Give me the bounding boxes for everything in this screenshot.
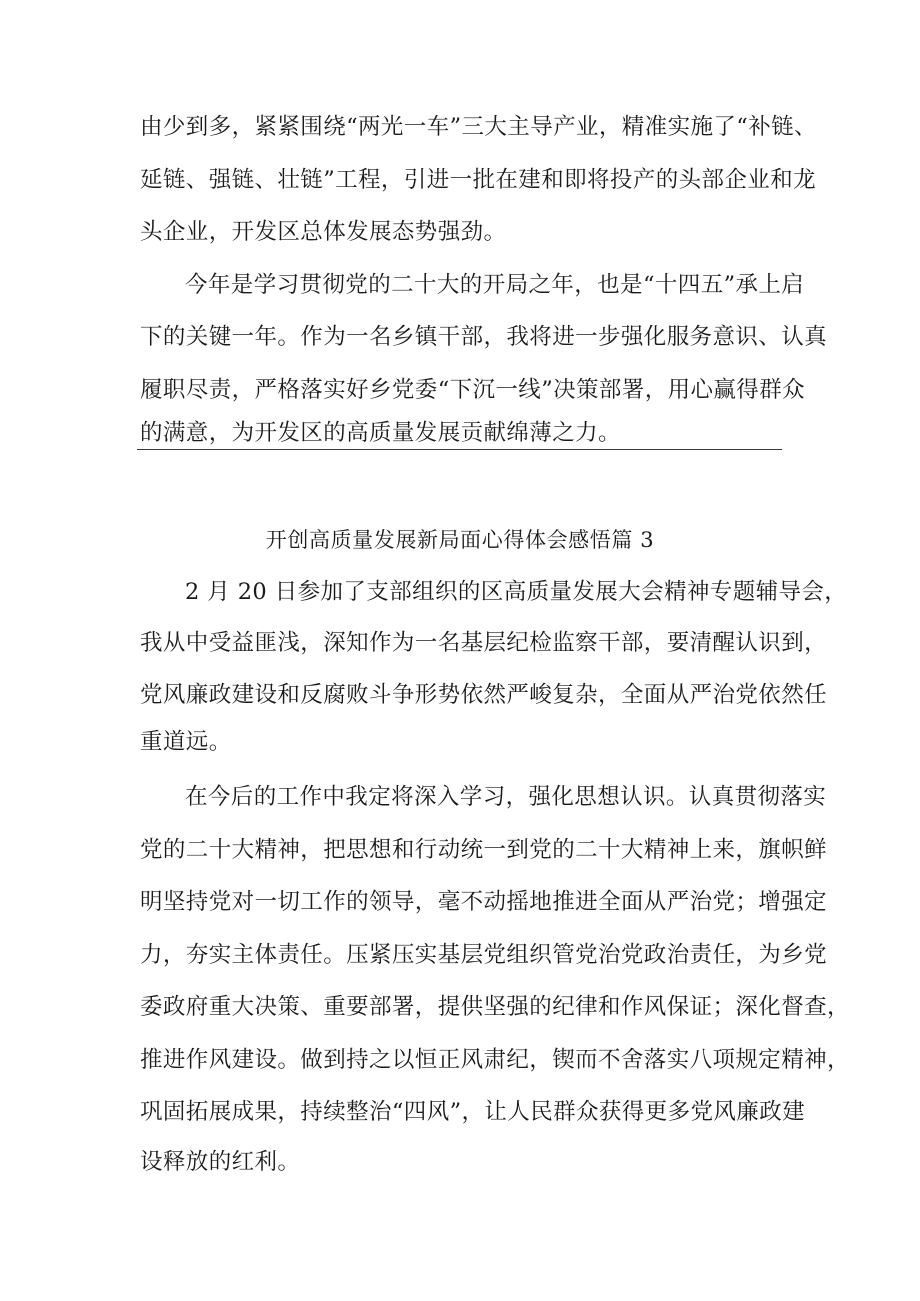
paragraph-line: 下的关键一年。作为一名乡镇干部，我将进一步强化服务意识、认真: [140, 324, 828, 350]
section-divider: [137, 449, 782, 450]
paragraph-line: 履职尽责，严格落实好乡党委“下沉一线”决策部署，用心赢得群众: [140, 377, 806, 403]
paragraph-line: 延链、强链、壮链”工程，引进一批在建和即将投产的头部企业和龙: [140, 167, 817, 193]
paragraph-line: 我从中受益匪浅，深知作为一名基层纪检监察干部，要清醒认识到，: [140, 630, 828, 656]
paragraph-line: 今年是学习贯彻党的二十大的开局之年，也是“十四五”承上启: [185, 272, 805, 298]
paragraph-line: 2 月 20 日参加了支部组织的区高质量发展大会精神专题辅导会，: [185, 579, 848, 605]
paragraph-line: 重道远。: [140, 729, 232, 755]
paragraph-line: 明坚持党对一切工作的领导，毫不动摇地推进全面从严治党；增强定: [140, 889, 828, 915]
paragraph-line: 党的二十大精神，把思想和行动统一到党的二十大精神上来，旗帜鲜: [140, 837, 828, 863]
paragraph-line: 由少到多，紧紧围绕“两光一车”三大主导产业，精准实施了“补链、: [140, 114, 817, 140]
paragraph-line: 推进作风建设。做到持之以恒正风肃纪，锲而不舍落实八项规定精神，: [140, 1047, 850, 1073]
paragraph-line: 党风廉政建设和反腐败斗争形势依然严峻复杂，全面从严治党依然任: [140, 682, 828, 708]
paragraph-line: 力，夯实主体责任。压紧压实基层党组织管党治党政治责任，为乡党: [140, 942, 828, 968]
paragraph-line: 头企业，开发区总体发展态势强劲。: [140, 219, 507, 245]
paragraph-line: 设释放的红利。: [140, 1149, 301, 1175]
paragraph-line: 委政府重大决策、重要部署，提供坚强的纪律和作风保证；深化督查，: [140, 994, 850, 1020]
paragraph-line: 在今后的工作中我定将深入学习，强化思想认识。认真贯彻落实: [185, 784, 827, 810]
paragraph-line: 的满意，为开发区的高质量发展贡献绵薄之力。: [140, 420, 621, 446]
section-heading: 开创高质量发展新局面心得体会感悟篇 3: [265, 528, 655, 552]
paragraph-line: 巩固拓展成果，持续整治“四风”，让人民群众获得更多党风廉政建: [140, 1099, 806, 1125]
